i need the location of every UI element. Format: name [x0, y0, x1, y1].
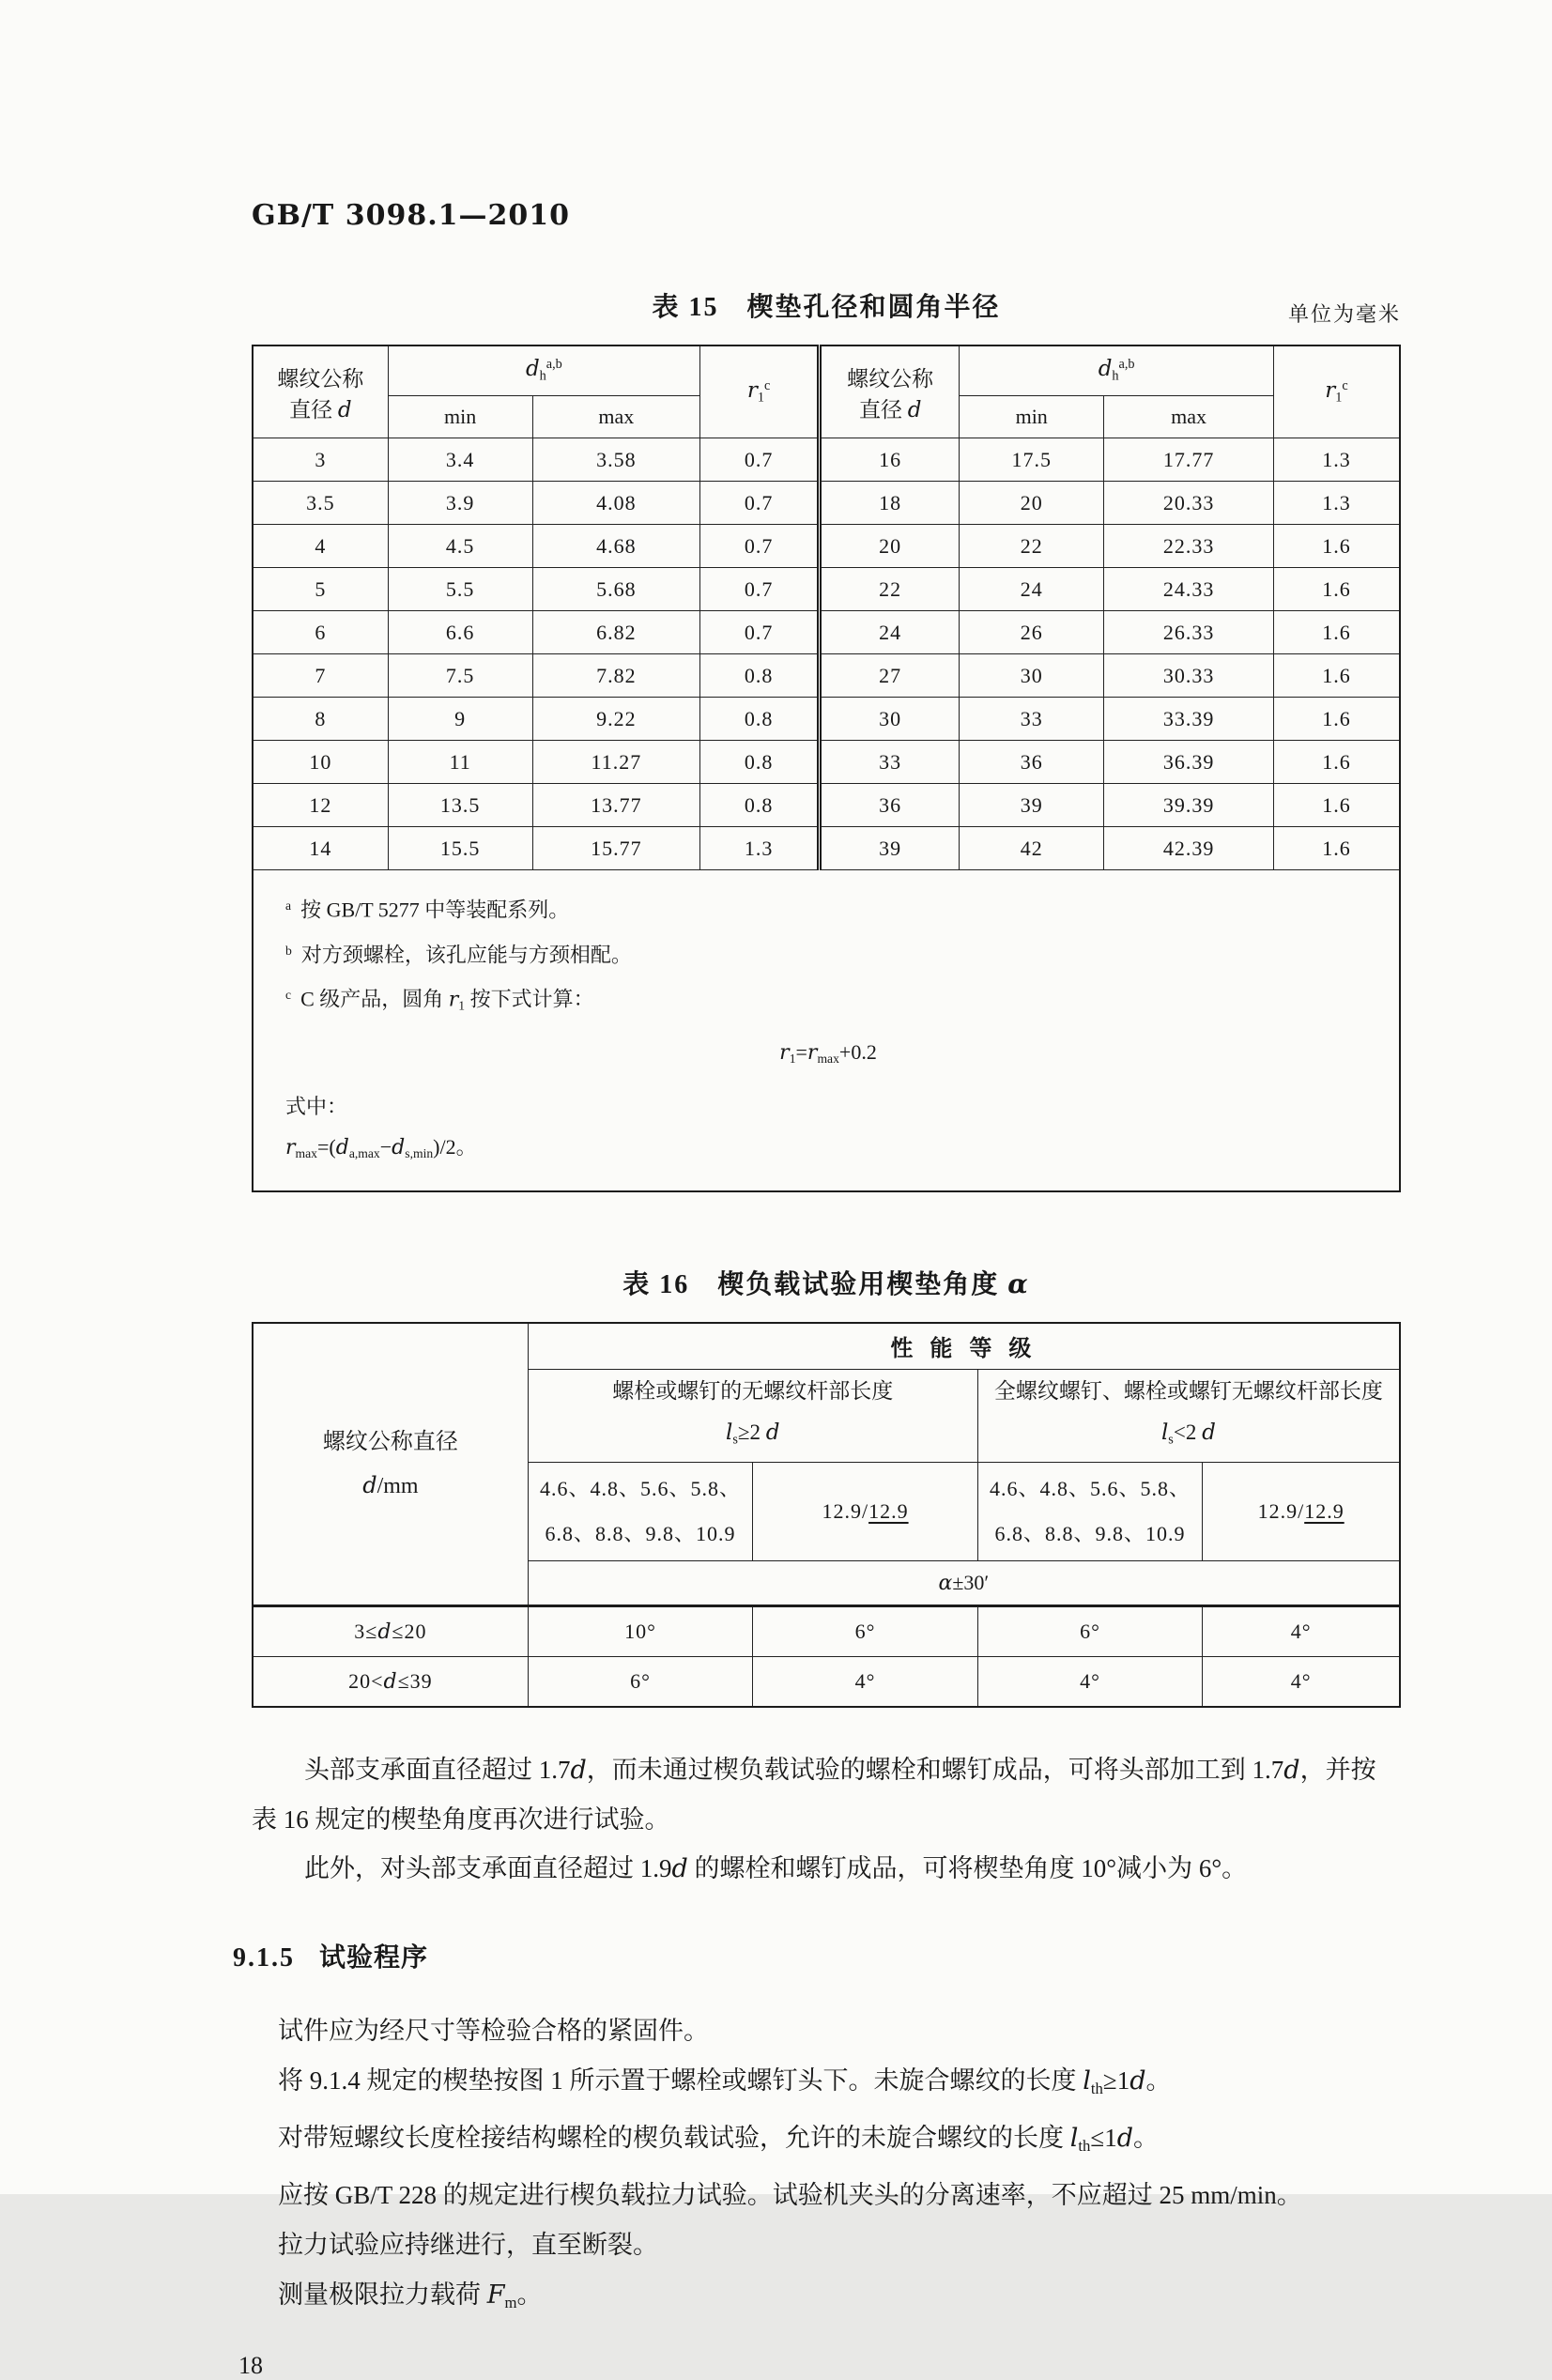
table-row — [253, 827, 1400, 870]
table-cell: 39.39 — [1104, 784, 1274, 827]
table-cell: 42 — [960, 827, 1104, 870]
table-cell: 3 — [253, 438, 388, 482]
paragraph: 此外，对头部支承面直径超过 1.9d 的螺栓和螺钉成品，可将楔垫角度 10°减小为 6°。 — [304, 1853, 1248, 1883]
table-cell: 1.3 — [1274, 438, 1400, 482]
section-heading — [233, 1937, 1401, 1974]
table-cell: 11.27 — [532, 741, 699, 784]
table-row — [253, 654, 1400, 698]
table-cell: 11 — [388, 741, 532, 784]
table15 — [252, 345, 1401, 1192]
column-header-classes: 4.6、4.8、5.6、5.8、 6.8、8.8、9.8、10.9 — [977, 1462, 1203, 1560]
table-row — [253, 525, 1400, 568]
table-cell: 39 — [820, 827, 960, 870]
table-cell: 24 — [960, 568, 1104, 611]
footnote-b: $^b$ 对方颈螺栓，该孔应能与方颈相配。 — [285, 943, 632, 966]
table-cell: 30.33 — [1104, 654, 1274, 698]
table-cell: 0.8 — [700, 741, 820, 784]
table-cell: 7.5 — [388, 654, 532, 698]
table-cell: 6 — [253, 611, 388, 654]
table-cell: 6° — [753, 1605, 978, 1656]
table-cell: 30 — [960, 654, 1104, 698]
table16 — [252, 1322, 1401, 1708]
table-cell: 5.68 — [532, 568, 699, 611]
table-cell: 15.77 — [532, 827, 699, 870]
column-header-performance-class: 性 能 等 级 — [528, 1323, 1400, 1370]
table-cell: 1.6 — [1274, 741, 1400, 784]
footnote-formula-r1: $r_1=r_{max}+0.2$ — [779, 1039, 877, 1066]
table-row — [253, 698, 1400, 741]
table-cell: 4° — [753, 1656, 978, 1707]
table-cell: 1.6 — [1274, 654, 1400, 698]
table-cell: 3.5 — [253, 482, 388, 525]
table-cell: 17.5 — [960, 438, 1104, 482]
column-header-min: min — [960, 396, 1104, 438]
table-cell: 3.4 — [388, 438, 532, 482]
procedure-line: 将 9.1.4 规定的楔垫按图 1 所示置于螺栓或螺钉头下。未旋合螺纹的长度 $l_{th}\ge 1d$。 — [278, 2065, 1172, 2097]
table-cell: 33 — [820, 741, 960, 784]
procedure-text — [252, 2006, 1401, 2327]
table-row — [253, 568, 1400, 611]
table-cell: 0.8 — [700, 654, 820, 698]
table-row — [253, 438, 1400, 482]
column-header-dh: $d_h^{a,b}$ — [388, 345, 699, 396]
table15-body — [253, 438, 1400, 870]
table-cell: 4.5 — [388, 525, 532, 568]
column-header-min: min — [388, 396, 532, 438]
table-cell: 22 — [960, 525, 1104, 568]
footnote-a: $^a$ 按 GB/T 5277 中等装配系列。 — [285, 898, 570, 922]
procedure-line: 对带短螺纹长度栓接结构螺栓的楔负载试验，允许的未旋合螺纹的长度 $l_{th}\le 1d$。 — [278, 2123, 1160, 2155]
column-header-classes: 4.6、4.8、5.6、5.8、 6.8、8.8、9.8、10.9 — [528, 1462, 753, 1560]
table-cell: 14 — [253, 827, 388, 870]
table-cell: 1.6 — [1274, 698, 1400, 741]
column-header-dh: $d_h^{a,b}$ — [960, 345, 1274, 396]
section-number: 9.1.5 — [233, 1942, 295, 1973]
table-row — [253, 482, 1400, 525]
alpha-tolerance-cell: α±30′ — [528, 1560, 1400, 1605]
table-cell: 16 — [820, 438, 960, 482]
table-cell: 8 — [253, 698, 388, 741]
table-cell: 4° — [977, 1656, 1203, 1707]
doc-number: GB/T 3098.1—2010 — [252, 199, 571, 232]
column-header-class-12-9: 12.9/12.9 — [1203, 1462, 1400, 1560]
table-cell: 17.77 — [1104, 438, 1274, 482]
column-header-unthreaded-lt2d: 全螺纹螺钉、螺栓或螺钉无螺纹杆部长度 $l_s<2$ d — [977, 1369, 1400, 1462]
column-header-max: max — [532, 396, 699, 438]
table-cell: 1.3 — [1274, 482, 1400, 525]
table-cell: 30 — [820, 698, 960, 741]
page-content — [233, 0, 1401, 2380]
column-header-r1: $r_1^c$ — [700, 345, 820, 438]
table-cell: 6.6 — [388, 611, 532, 654]
table15-title-row — [252, 286, 1401, 330]
table-cell: 18 — [820, 482, 960, 525]
table-cell: 0.7 — [700, 611, 820, 654]
procedure-line: 测量极限拉力载荷 $F_m$。 — [278, 2280, 543, 2311]
column-header-diameter: 螺纹公称 直径 d — [820, 345, 960, 438]
row-label: 20<d≤39 — [253, 1656, 528, 1707]
column-header-unthreaded-ge2d: 螺栓或螺钉的无螺纹杆部长度 $l_s\ge 2$ d — [528, 1369, 977, 1462]
section-title: 试验程序 — [319, 1942, 429, 1973]
table-cell: 6.82 — [532, 611, 699, 654]
table-cell: 4.08 — [532, 482, 699, 525]
table-cell: 1.6 — [1274, 611, 1400, 654]
table-cell: 22 — [820, 568, 960, 611]
table-cell: 36.39 — [1104, 741, 1274, 784]
table-cell: 26.33 — [1104, 611, 1274, 654]
table-cell: 36 — [820, 784, 960, 827]
table-cell: 4 — [253, 525, 388, 568]
table-cell: 4° — [1203, 1656, 1400, 1707]
table-cell: 0.7 — [700, 438, 820, 482]
table-cell: 36 — [960, 741, 1104, 784]
paragraph: 表 16 规定的楔垫角度再次进行试验。 — [252, 1804, 670, 1834]
column-header-diameter: 螺纹公称 直径 d — [253, 345, 388, 438]
table-cell: 1.6 — [1274, 827, 1400, 870]
table-cell: 1.6 — [1274, 525, 1400, 568]
table-cell: 33.39 — [1104, 698, 1274, 741]
procedure-line: 拉力试验应持继进行，直至断裂。 — [278, 2230, 658, 2259]
table-cell: 5 — [253, 568, 388, 611]
table-cell: 10° — [528, 1605, 753, 1656]
table-cell: 39 — [960, 784, 1104, 827]
table-cell: 4.68 — [532, 525, 699, 568]
table-cell: 6° — [977, 1605, 1203, 1656]
table-cell: 13.77 — [532, 784, 699, 827]
table-cell: 24 — [820, 611, 960, 654]
column-header-diameter: 螺纹公称直径 d/mm — [253, 1323, 528, 1606]
table-cell: 10 — [253, 741, 388, 784]
procedure-line: 试件应为经尺寸等检验合格的紧固件。 — [278, 2016, 709, 2045]
column-header-class-12-9: 12.9/12.9 — [753, 1462, 978, 1560]
table-row — [253, 1605, 1400, 1656]
table-cell: 12 — [253, 784, 388, 827]
table-row — [253, 784, 1400, 827]
table-row — [253, 1656, 1400, 1707]
table15-footnotes — [253, 870, 1400, 1191]
table15-title: 表 15 楔垫孔径和圆角半径 — [652, 293, 1001, 322]
table-cell: 6° — [528, 1656, 753, 1707]
table-cell: 0.8 — [700, 784, 820, 827]
table-cell: 33 — [960, 698, 1104, 741]
paragraph: 头部支承面直径超过 1.7d，而未通过楔负载试验的螺栓和螺钉成品，可将头部加工到 1.7d，并按 — [304, 1755, 1376, 1785]
table-cell: 20 — [960, 482, 1104, 525]
table-cell: 15.5 — [388, 827, 532, 870]
table-cell: 1.3 — [700, 827, 820, 870]
table-cell: 27 — [820, 654, 960, 698]
footnote-c: $^c$ C 级产品，圆角 $r_1$ 按下式计算： — [285, 987, 594, 1013]
table-cell: 7 — [253, 654, 388, 698]
table-row — [253, 611, 1400, 654]
table-cell: 22.33 — [1104, 525, 1274, 568]
table-cell: 3.9 — [388, 482, 532, 525]
row-label: 3≤d≤20 — [253, 1605, 528, 1656]
table-cell: 13.5 — [388, 784, 532, 827]
table-cell: 24.33 — [1104, 568, 1274, 611]
table-cell: 3.58 — [532, 438, 699, 482]
column-header-r1: $r_1^c$ — [1274, 345, 1400, 438]
table-cell: 5.5 — [388, 568, 532, 611]
table-cell: 42.39 — [1104, 827, 1274, 870]
procedure-line: 应按 GB/T 228 的规定进行楔负载拉力试验。试验机夹头的分离速率，不应超过 25 mm/min。 — [278, 2180, 1302, 2209]
table-cell: 1.6 — [1274, 568, 1400, 611]
table-cell: 0.7 — [700, 568, 820, 611]
table-cell: 4° — [1203, 1605, 1400, 1656]
table16-title: 表 16 楔负载试验用楔垫角度 α — [622, 1267, 1030, 1299]
body-paragraphs — [252, 1745, 1401, 1894]
table-cell: 20.33 — [1104, 482, 1274, 525]
table-cell: 9.22 — [532, 698, 699, 741]
table-cell: 0.8 — [700, 698, 820, 741]
table-cell: 20 — [820, 525, 960, 568]
table-cell: 0.7 — [700, 482, 820, 525]
table16-title-row — [252, 1264, 1401, 1307]
table-cell: 0.7 — [700, 525, 820, 568]
table-cell: 7.82 — [532, 654, 699, 698]
table15-unit-note: 单位为毫米 — [1287, 302, 1401, 326]
column-header-max: max — [1104, 396, 1274, 438]
footnote-where-label: 式中： — [285, 1094, 348, 1118]
footnote-formula-rmax: $r_{max}=(d_{a,max}-d_{s,min})/2$。 — [285, 1134, 477, 1160]
table15-header — [253, 345, 1400, 438]
table-cell: 9 — [388, 698, 532, 741]
page-number: 18 — [238, 2351, 263, 2379]
table-cell: 1.6 — [1274, 784, 1400, 827]
table-cell: 26 — [960, 611, 1104, 654]
table-row — [253, 741, 1400, 784]
